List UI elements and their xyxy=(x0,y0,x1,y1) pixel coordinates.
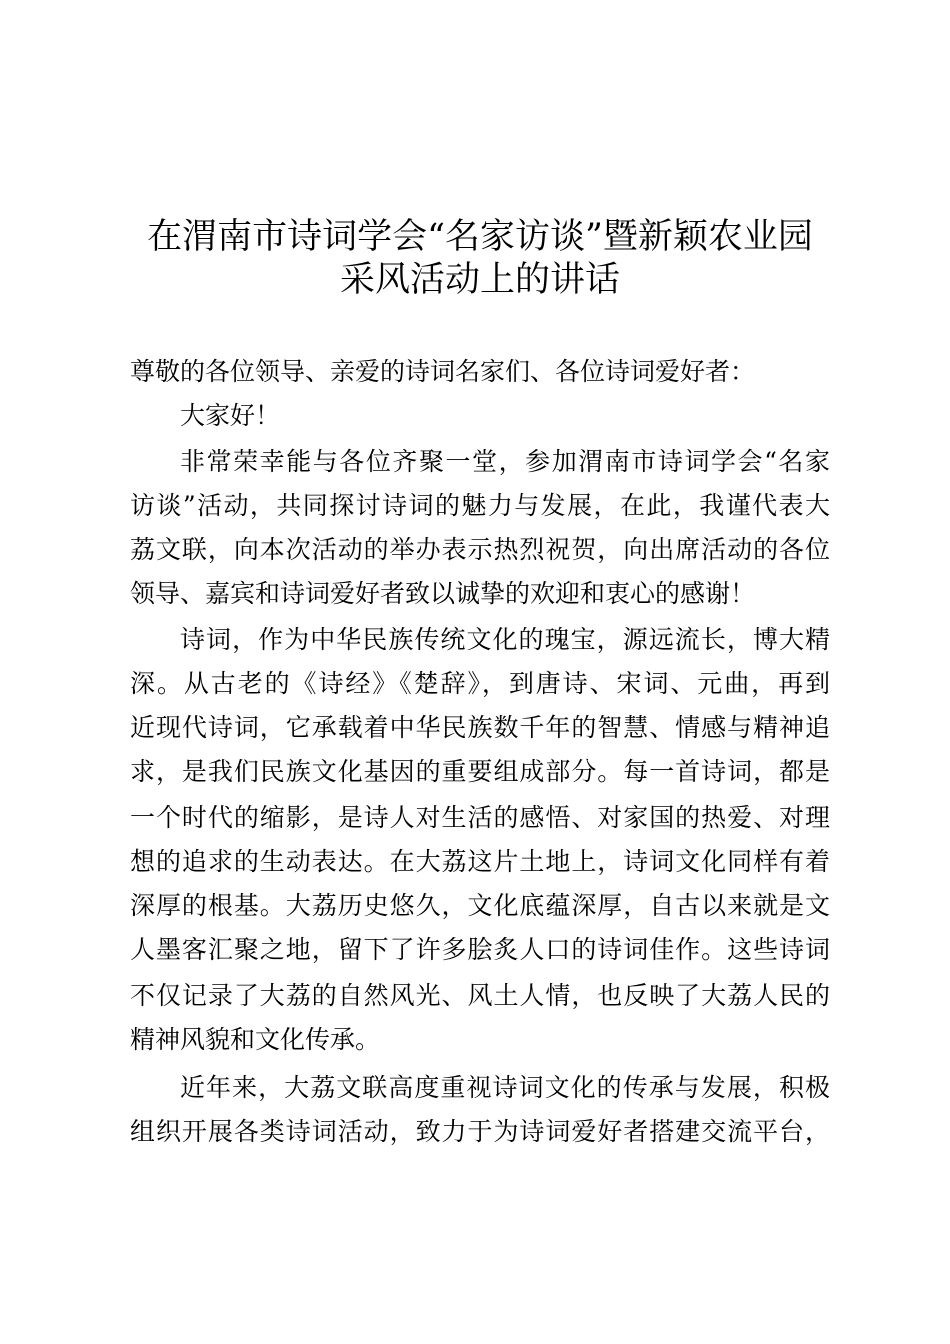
paragraph-2-line: 不仅记录了大荔的自然风光、风土人情，也反映了大荔人民的 xyxy=(130,981,830,1010)
paragraph-1-line: 领导、嘉宾和诗词爱好者致以诚挚的欢迎和衷心的感谢！ xyxy=(130,579,756,608)
salutation: 尊敬的各位领导、亲爱的诗词名家们、各位诗词爱好者： xyxy=(130,357,756,386)
paragraph-1-line: 荔文联，向本次活动的举办表示热烈祝贺，向出席活动的各位 xyxy=(130,535,830,564)
paragraph-2-line: 人墨客汇聚之地，留下了许多脍炙人口的诗词佳作。这些诗词 xyxy=(130,935,830,964)
paragraph-2-line: 深。从古老的《诗经》《楚辞》，到唐诗、宋词、元曲，再到 xyxy=(130,669,830,698)
paragraph-2-line: 一个时代的缩影，是诗人对生活的感悟、对家国的热爱、对理 xyxy=(130,803,830,832)
greeting: 大家好！ xyxy=(180,401,281,430)
paragraph-2-line: 求，是我们民族文化基因的重要组成部分。每一首诗词，都是 xyxy=(130,757,830,786)
document-title-line-2: 采风活动上的讲话 xyxy=(339,260,620,300)
paragraph-2-line: 精神风貌和文化传承。 xyxy=(130,1025,381,1054)
document-title-line-1: 在渭南市诗词学会“名家访谈”暨新颖农业园 xyxy=(147,217,813,257)
paragraph-1-line: 非常荣幸能与各位齐聚一堂，参加渭南市诗词学会“名家 xyxy=(180,447,830,476)
paragraph-2-line: 近现代诗词，它承载着中华民族数千年的智慧、情感与精神追 xyxy=(130,713,830,742)
paragraph-2-line: 诗词，作为中华民族传统文化的瑰宝，源远流长，博大精 xyxy=(180,625,830,654)
paragraph-2-line: 想的追求的生动表达。在大荔这片土地上，诗词文化同样有着 xyxy=(130,847,830,876)
paragraph-3-line: 近年来，大荔文联高度重视诗词文化的传承与发展，积极 xyxy=(180,1073,830,1102)
paragraph-2-line: 深厚的根基。大荔历史悠久，文化底蕴深厚，自古以来就是文 xyxy=(130,891,830,920)
paragraph-1-line: 访谈”活动，共同探讨诗词的魅力与发展，在此，我谨代表大 xyxy=(130,491,830,520)
paragraph-3-line: 组织开展各类诗词活动，致力于为诗词爱好者搭建交流平台， xyxy=(130,1117,830,1146)
